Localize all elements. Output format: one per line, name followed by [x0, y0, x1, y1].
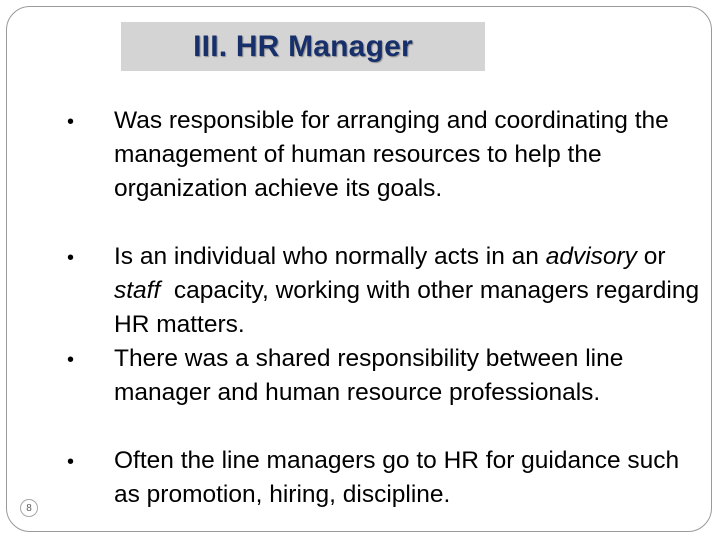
bullet-item-2-text-post: capacity, working with other managers regarding HR matters.: [114, 277, 706, 339]
bullet-marker-1: •: [67, 111, 75, 133]
bullet-marker-3: •: [67, 349, 75, 371]
bullet-item-2: [114, 240, 704, 343]
bullet-item-2-text-pre: Is an individual who normally acts in an: [114, 243, 546, 270]
slide-number: 8: [20, 499, 38, 517]
bullet-marker-4: •: [67, 451, 75, 473]
bullet-item-2-emph-staff: staff: [114, 277, 161, 305]
slide-title: III. HR Manager: [193, 29, 413, 63]
bullet-item-1: Was responsible for arranging and coordinating the management of human resources to help the organization achieve its goals.: [114, 107, 669, 203]
bullet-item-3: There was a shared responsibility between line manager and human resource professionals.: [114, 345, 624, 407]
bullet-item-4: Often the line managers go to HR for guidance such as promotion, hiring, discipline.: [114, 447, 680, 509]
bullet-item-2-emph-advisory: advisory: [545, 243, 637, 270]
bullet-item-2-text-mid: or: [636, 243, 666, 270]
bullet-marker-2: •: [67, 247, 75, 269]
